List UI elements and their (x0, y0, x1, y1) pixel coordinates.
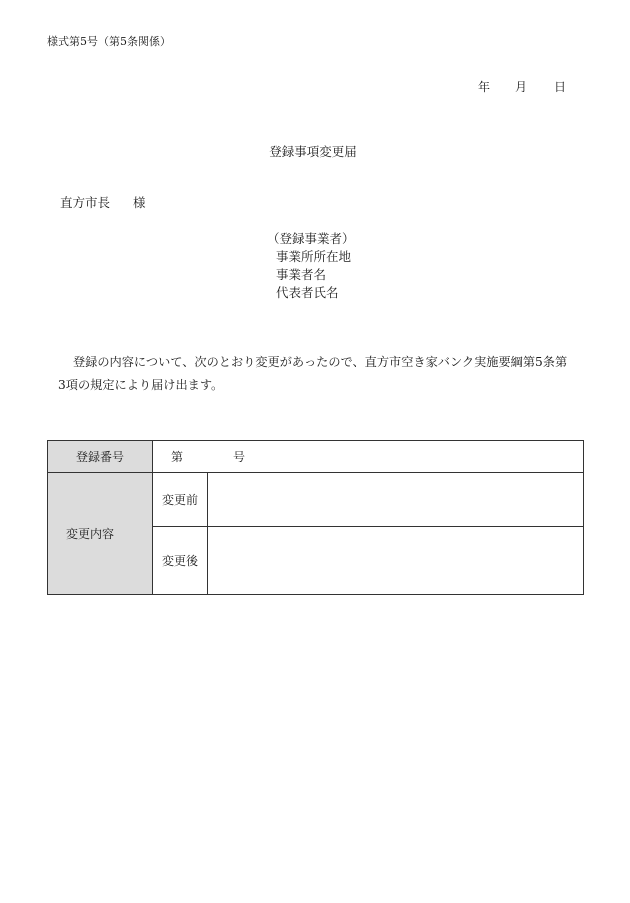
before-change-value-cell (208, 473, 584, 527)
registration-number-label: 登録番号 (48, 441, 153, 473)
change-details-table (47, 440, 584, 595)
change-details-label: 変更内容 (48, 473, 153, 595)
form-number: 様式第5号（第5条関係） (47, 35, 171, 48)
date-year-label: 年 (478, 80, 491, 94)
addressee-honorific: 様 (133, 195, 146, 210)
registration-number-prefix: 第 (171, 449, 184, 464)
date-month-label: 月 (515, 80, 528, 94)
registration-number-suffix: 号 (233, 449, 246, 464)
applicant-heading: （登録事業者） (267, 231, 355, 246)
document-title: 登録事項変更届 (269, 144, 357, 159)
addressee-name: 直方市長 (60, 195, 111, 210)
table-row-registration-number (48, 441, 584, 473)
date-day-label: 日 (554, 80, 567, 94)
applicant-field-representative-name: 代表者氏名 (276, 285, 339, 300)
body-text-line-1: 登録の内容について、次のとおり変更があったので、直方市空き家バンク実施要綱第5条第 (73, 355, 568, 369)
body-text-line-2: 3項の規定により届け出ます。 (58, 378, 224, 392)
after-change-value-cell (208, 527, 584, 595)
registration-number-value-cell (153, 441, 584, 473)
table-row-before-change (48, 473, 584, 527)
applicant-field-office-address: 事業所所在地 (276, 249, 352, 264)
before-change-label: 変更前 (153, 473, 208, 527)
after-change-label: 変更後 (153, 527, 208, 595)
applicant-field-business-name: 事業者名 (276, 267, 327, 282)
